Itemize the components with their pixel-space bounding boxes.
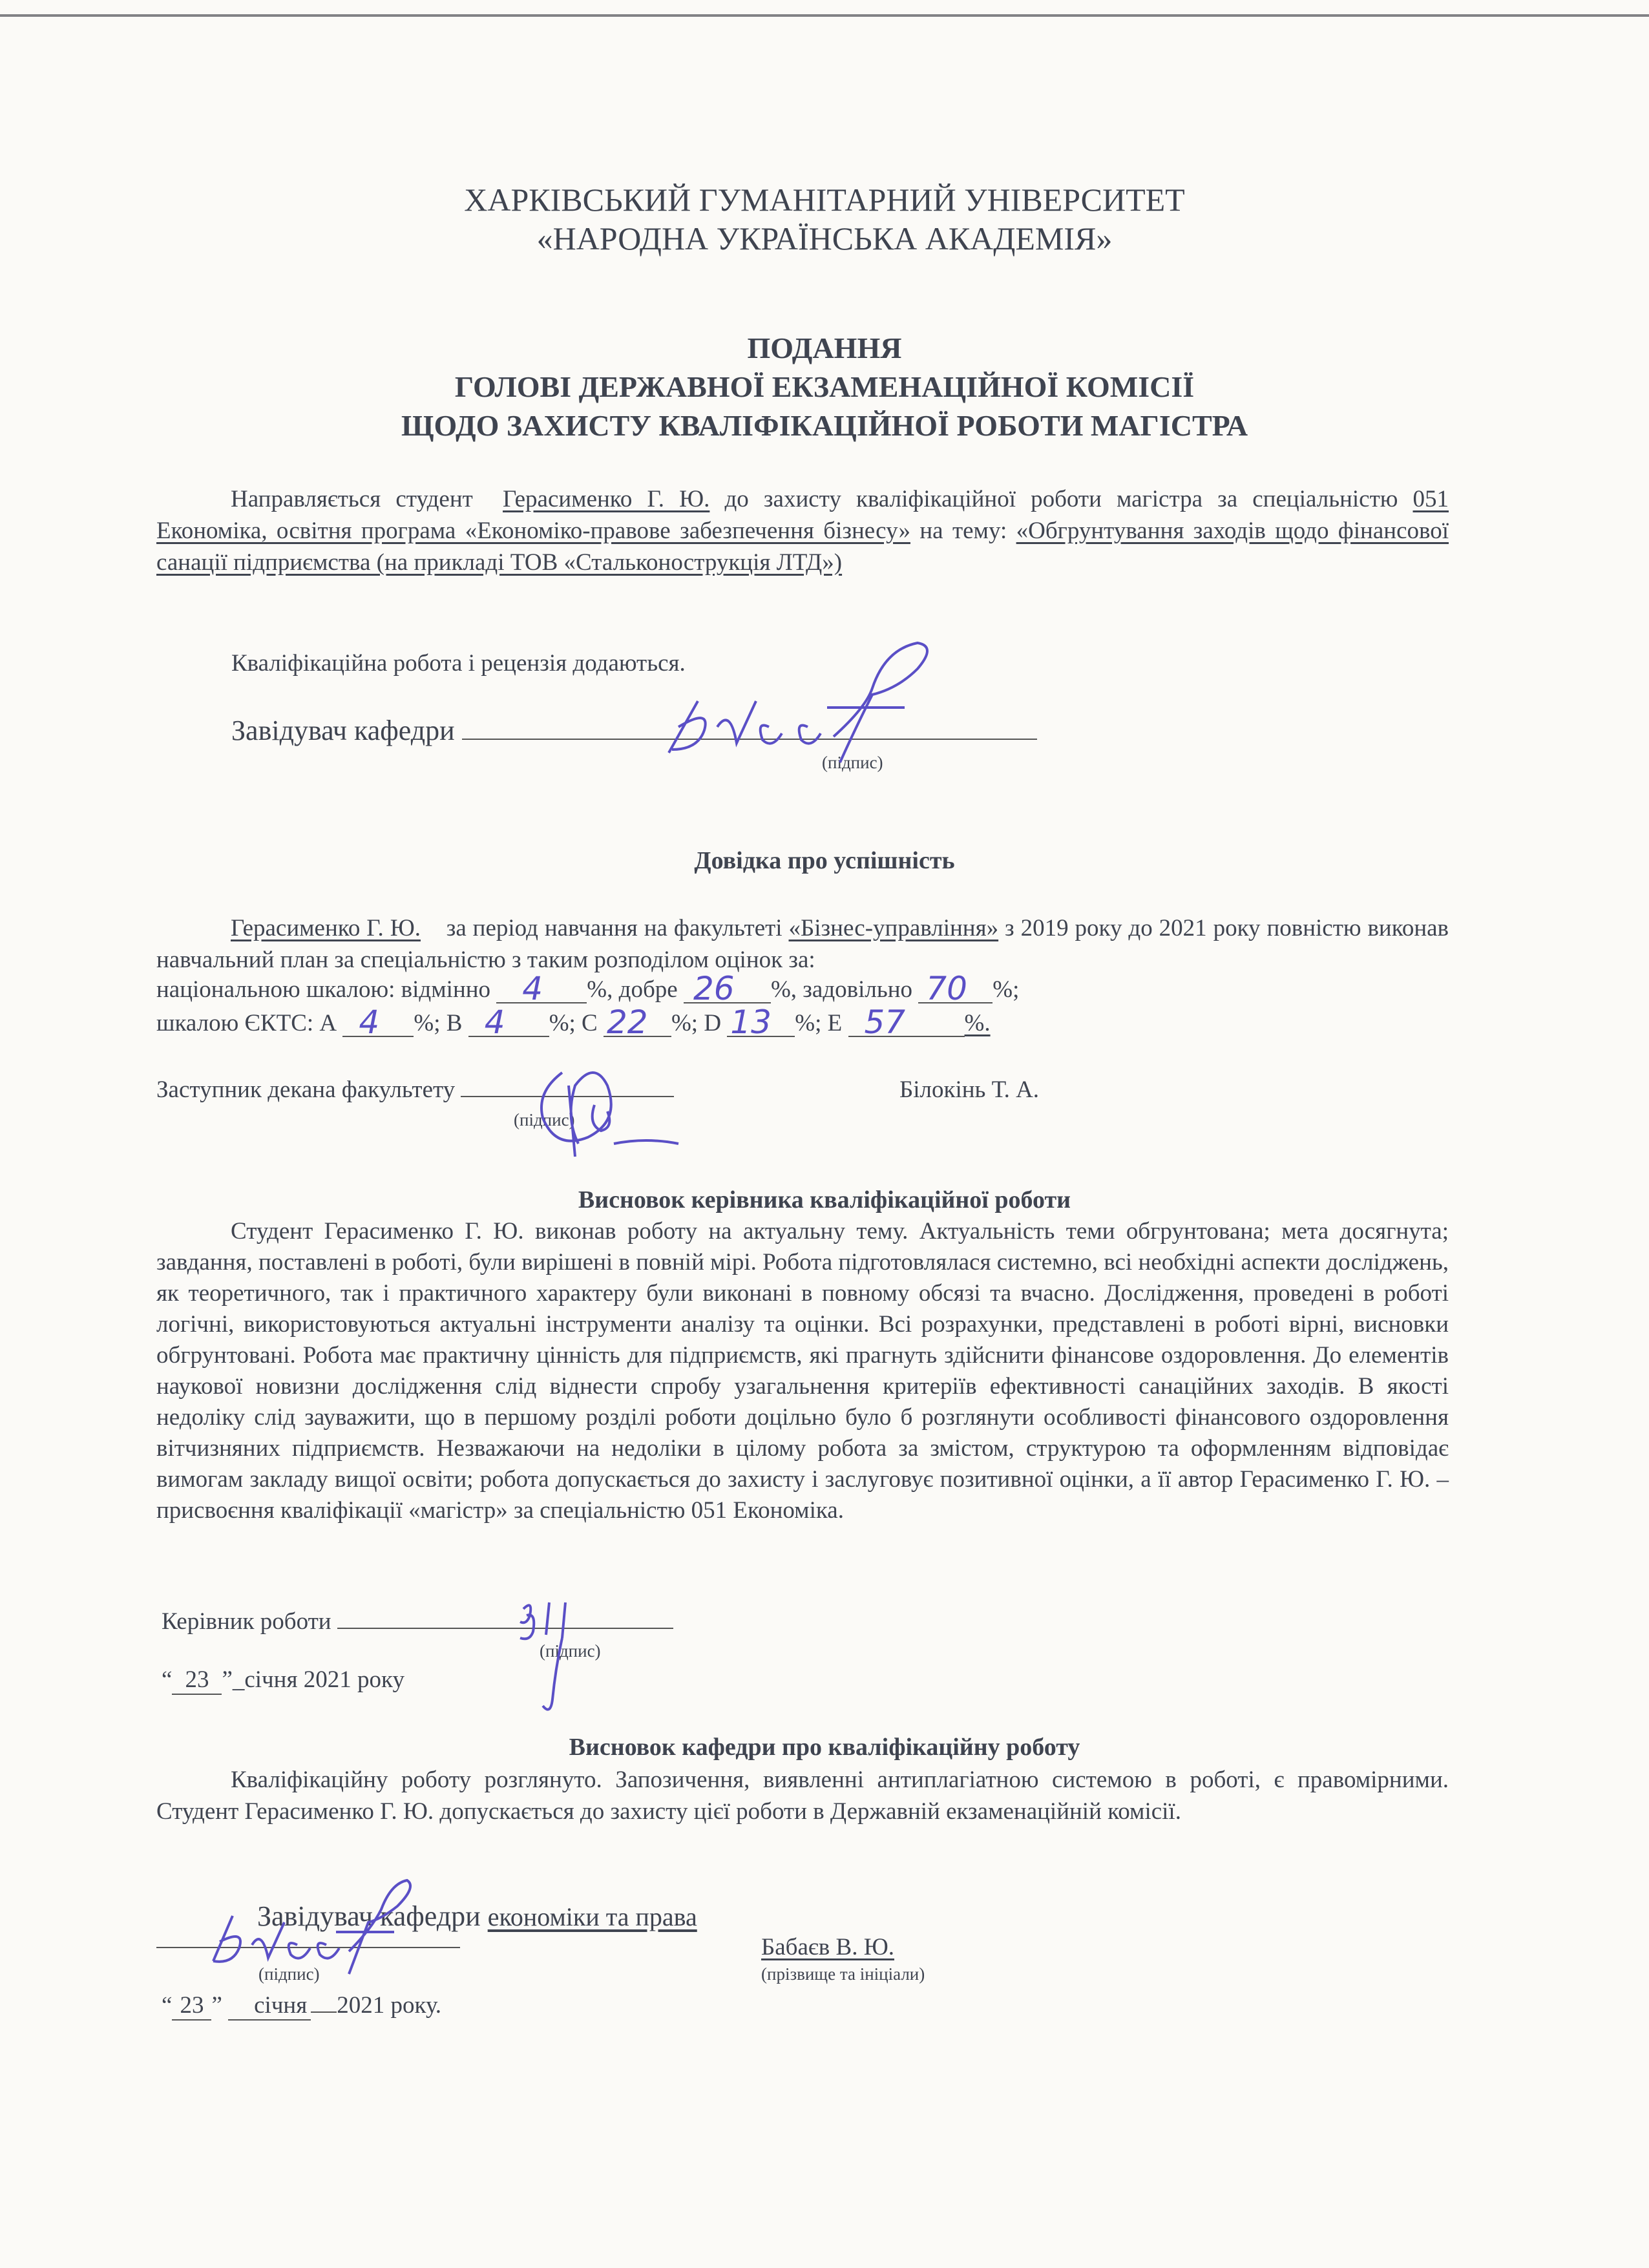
university-academy: «НАРОДНА УКРАЇНСЬКА АКАДЕМІЯ» [536,220,1113,257]
ects-d-field [727,1003,795,1041]
dept-signature-caption: (підпис) [258,1964,320,1984]
ects-b-label: %; В [414,1010,463,1036]
progress-text1: за період навчання на факультеті [446,915,782,941]
head-label-text: Завідувач кафедри [231,715,455,746]
supervisor-date [162,1666,404,1695]
university-name: ХАРКІВСЬКИЙ ГУМАНІТАРНИЙ УНІВЕРСИТЕТ [464,182,1185,218]
department-heading: Висновок кафедри про кваліфікаційну роботу [569,1734,1080,1761]
dept-head-name: Бабаєв В. Ю. [761,1934,894,1960]
ects-d-value: 13 [730,1003,772,1041]
dept-head-line [257,1900,697,1933]
head-signature [659,630,950,779]
supervisor-date-rest: ”_січня 2021 року [222,1666,404,1693]
dept-date-gap [311,2011,337,2013]
deputy-signature [530,1047,737,1170]
supervisor-date-day: 23 [185,1666,209,1693]
good-field [684,970,771,1007]
referral-topic: «Обгрунтування заходів щодо фінансової санації підприємства (на прикладі ТОВ «Стальконострукція ЛТД») [156,518,1449,576]
good-label: %, добре [587,976,678,1003]
doc-title-line3: ЩОДО ЗАХИСТУ КВАЛІФІКАЦІЙНОЇ РОБОТИ МАГІСТРА [401,409,1248,442]
dept-signature-field [156,1940,460,1951]
dept-signature-line [156,1940,460,1948]
dept-name: економіки та права [487,1902,697,1931]
dept-date [162,1991,441,2021]
supervisor-heading: Висновок керівника кваліфікаційної роботи [578,1186,1071,1213]
deputy-name: Білокінь Т. А. [899,1076,1040,1103]
supervisor-label: Керівник роботи [162,1608,331,1635]
department-text: Кваліфікаційну роботу розглянуто. Запозичення, виявленні антиплагіатною системою в роботі, є правомірними. Студент Герасименко Г. Ю. допускається до захисту цієї роботи в Державній екзаменаційній комісії. [156,1767,1449,1825]
ects-b-value: 4 [484,1003,505,1041]
national-label: національною шкалою: відмінно [156,976,491,1003]
referral-mid: до захисту кваліфікаційної роботи магістра за спеціальністю [724,486,1398,512]
dept-head-label: Завідувач кафедри [257,1900,481,1932]
top-edge-line [0,14,1649,17]
referral-prefix: Направляється студент [231,486,473,512]
progress-paragraph [156,912,1449,976]
ects-c-label: %; С [549,1010,598,1036]
ects-c-value: 22 [606,1003,648,1041]
progress-heading: Довідка про успішність [694,847,955,874]
referral-specialty: 051 Економіка, освітня програма «Економіко-правове забезпечення бізнесу» [156,486,1449,544]
ects-scale-line [156,1003,991,1041]
deputy-signature-line [461,1096,674,1097]
dept-date-day: 23 [180,1992,204,2019]
head-signature-caption: (підпис) [822,753,883,772]
deputy-label: Заступник декана факультету [156,1076,456,1103]
doc-title-line2: ГОЛОВІ ДЕРЖАВНОЇ ЕКЗАМЕНАЦІЙНОЇ КОМІСІЇ [454,370,1195,403]
deputy-line [156,1076,674,1104]
ects-e-label: %; E [795,1010,843,1036]
dept-date-mid: ” [211,1992,222,2019]
progress-text2: з 2019 року до 2021 року повністю виконав навчальний план за спеціальністю з таким розподілом оцінок за: [156,915,1449,973]
ects-a-label: шкалою ЄКТС: А [156,1010,337,1036]
satisfactory-value: 70 [926,970,967,1007]
national-end: %; [993,976,1020,1003]
supervisor-signature-line [337,1628,673,1629]
ects-d-label: %; D [671,1010,722,1036]
dept-date-month: січня [254,1992,308,2019]
progress-faculty: «Бізнес-управління» [788,915,999,941]
head-label [231,714,1037,747]
ects-e-value: 57 [864,1003,906,1041]
supervisor-date-open: “ [162,1666,173,1693]
head-signature-line [462,739,1037,740]
dept-date-open: “ [162,1992,173,2019]
doc-title: ПОДАННЯ [747,331,902,364]
supervisor-signature-caption: (підпис) [540,1641,601,1661]
good-value: 26 [693,970,735,1007]
ects-b-field [468,1003,549,1041]
satisfactory-field [918,970,993,1007]
referral-student: Герасименко Г. Ю. [503,486,710,512]
referral-topic-prefix: на тему: [919,518,1007,544]
ects-c-field [604,1003,671,1041]
deputy-signature-caption: (підпис) [514,1110,575,1129]
dept-name-caption: (прізвище та ініціали) [761,1964,925,1984]
dept-date-year: 2021 року. [337,1992,442,2019]
attachments-note: Кваліфікаційна робота і рецензія додаються. [231,650,686,677]
excellent-value: 4 [522,970,543,1007]
satisfactory-label: %, задовільно [770,976,913,1003]
ects-a-field [342,1003,414,1041]
progress-student: Герасименко Г. Ю. [231,915,421,941]
ects-e-field [848,1003,965,1041]
referral-paragraph [156,483,1449,578]
ects-a-value: 4 [359,1003,380,1041]
excellent-field [496,970,587,1007]
national-scale-line [156,970,1020,1007]
supervisor-sign-line [162,1608,673,1635]
ects-end: %. [964,1010,991,1036]
supervisor-text: Студент Герасименко Г. Ю. виконав роботу на актуальну тему. Актуальність теми обгрунтована; мета досягнута; завдання, поставлені в роботі, були вирішені в повній мірі. Робота підготовлялася системно, всі необхідні аспекти досліджень, як теоретичного, так і практичного характеру були виконані в повному обсязі та вчасно. Дослідження, проведені в роботі логічні, використовуються актуальні інструменти аналізу та оцінки. Всі розрахунки, представлені в роботі вірні, висновки обгрунтовані. Робота має практичну цінність для підприємств, які прагнуть здійснити фінансове оздоровлення. До елементів наукової новизни дослідження слід віднести спробу узагальнення критеріїв ефективності санаційних заходів. В якості недоліку слід зауважити, що в першому розділі роботи доцільно було б розглянути особливості фінансового оздоровлення вітчизняних підприємств. Незважаючи на недоліки в цілому робота за змістом, структурою та оформленням відповідає вимогам закладу вищої освіти; робота допускається до захисту і заслуговує позитивної оцінки, а її автор Герасименко Г. Ю. – присвоєння кваліфікації «магістр» за спеціальністю 051 Економіка. [156,1218,1449,1524]
